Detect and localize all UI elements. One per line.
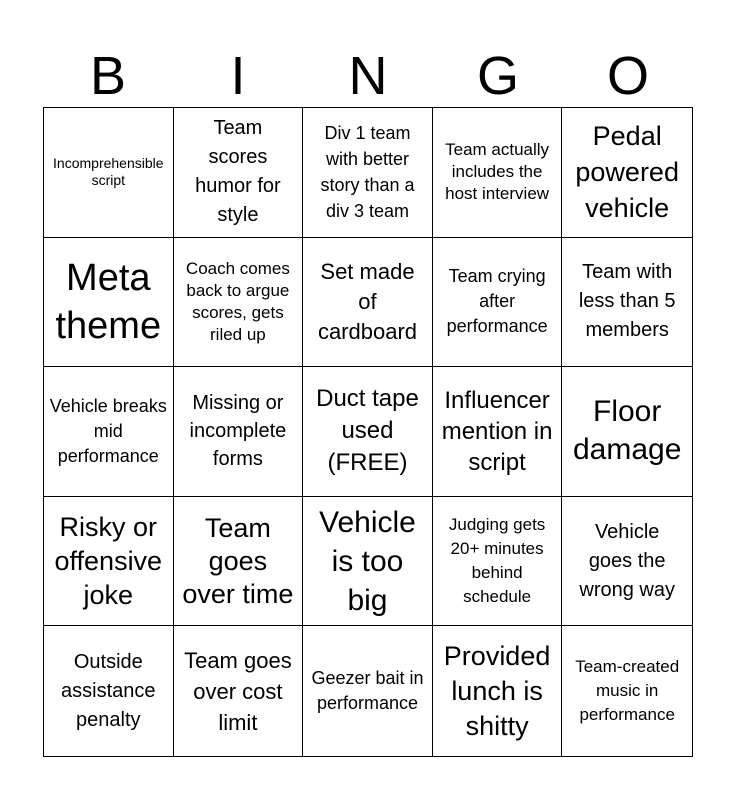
bingo-cell[interactable] [433, 108, 563, 238]
cell-text: Meta theme [55, 256, 162, 347]
header-letter-o: O [606, 46, 649, 106]
cell-text: Team crying after performance [446, 266, 548, 337]
bingo-cell[interactable] [44, 626, 174, 756]
bingo-cell[interactable] [433, 626, 563, 756]
bingo-cell[interactable] [44, 497, 174, 627]
bingo-cell[interactable] [174, 626, 304, 756]
bingo-cell[interactable] [433, 367, 563, 497]
bingo-cell[interactable] [174, 108, 304, 238]
cell-text: Team-created music in performance [575, 657, 680, 725]
cell-text: Judging gets 20+ minutes behind schedule [448, 515, 546, 607]
cell-text: Outside assistance penalty [61, 650, 156, 731]
bingo-header [43, 44, 693, 108]
cell-text: Vehicle breaks mid performance [49, 395, 167, 466]
cell-text: Pedal powered vehicle [575, 121, 679, 224]
bingo-cell[interactable] [562, 367, 692, 497]
cell-text: Vehicle goes the wrong way [579, 520, 675, 601]
cell-text: Set made of cardboard [317, 258, 418, 344]
bingo-cell[interactable] [44, 367, 174, 497]
bingo-grid [43, 107, 693, 757]
bingo-cell[interactable] [562, 108, 692, 238]
cell-text: Vehicle is too big [319, 505, 416, 617]
bingo-cell[interactable] [562, 238, 692, 368]
cell-text: Incomprehensible script [53, 155, 164, 189]
bingo-cell[interactable] [44, 238, 174, 368]
cell-text: Provided lunch is shitty [443, 640, 551, 741]
cell-text: Geezer bait in performance [311, 668, 424, 714]
cell-text: Team scores humor for style [195, 117, 281, 227]
cell-text: Team with less than 5 members [578, 261, 676, 342]
bingo-cell[interactable] [44, 108, 174, 238]
bingo-cell[interactable] [303, 626, 433, 756]
bingo-cell[interactable] [174, 238, 304, 368]
bingo-cell[interactable] [303, 497, 433, 627]
cell-text: Missing or incomplete forms [189, 392, 287, 471]
cell-text: Team goes over time [182, 512, 294, 609]
header-letter-b: B [89, 46, 127, 106]
bingo-cell[interactable] [433, 238, 563, 368]
header-letter-i: I [230, 46, 246, 106]
cell-text: Team actually includes the host interview [445, 140, 550, 204]
bingo-cell[interactable] [433, 497, 563, 627]
bingo-cell[interactable] [303, 238, 433, 368]
cell-text: Div 1 team with better story than a div 3 team [320, 123, 415, 222]
bingo-cell[interactable] [562, 497, 692, 627]
header-letter-g: G [476, 46, 519, 106]
cell-text: Duct tape used (FREE) [316, 385, 419, 477]
bingo-cell[interactable] [562, 626, 692, 756]
cell-text: Floor damage [572, 395, 682, 467]
cell-text: Team goes over cost limit [184, 647, 292, 735]
bingo-cell[interactable] [303, 108, 433, 238]
bingo-cell[interactable] [174, 367, 304, 497]
cell-text: Coach comes back to argue scores, gets riled up [185, 258, 290, 344]
bingo-cell[interactable] [303, 367, 433, 497]
cell-text: Risky or offensive joke [54, 512, 163, 611]
bingo-cell[interactable] [174, 497, 304, 627]
cell-text: Influencer mention in script [441, 386, 553, 476]
header-letter-n: N [348, 46, 388, 106]
